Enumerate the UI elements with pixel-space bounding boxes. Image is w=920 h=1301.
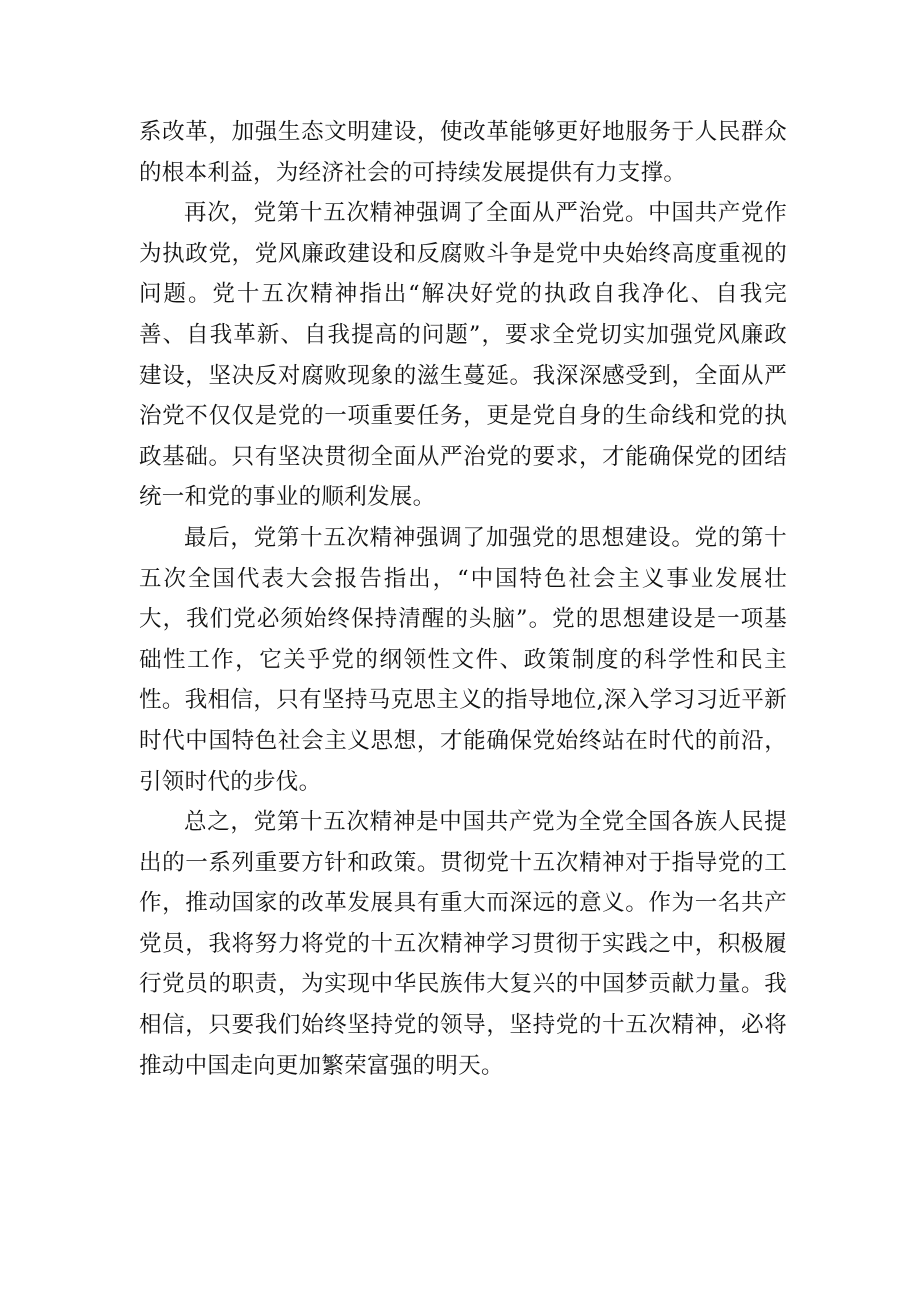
paragraph-ideological-construction: 最后，党第十五次精神强调了加强党的思想建设。党的第十五次全国代表大会报告指出，“中国特色社会主义事业发展壮大，我们党必须始终保持清醒的头脑”。党的思想建设是一项基础性工作，它关乎党的纲领性文件、政策制度的科学性和民主性。我相信，只有坚持马克思主义的指导地位,深入学习习近平新时代中国特色社会主义思想，才能确保党始终站在时代的前沿，引领时代的步伐。 <box>139 524 787 795</box>
paragraph-conclusion: 总之，党第十五次精神是中国共产党为全党全国各族人民提出的一系列重要方针和政策。贯彻党十五次精神对于指导党的工作，推动国家的改革发展具有重大而深远的意义。作为一名共产党员，我将努力将党的十五次精神学习贯彻于实践之中，积极履行党员的职责，为实现中华民族伟大复兴的中国梦贡献力量。我相信，只要我们始终坚持党的领导，坚持党的十五次精神，必将推动中国走向更加繁荣富强的明天。 <box>139 809 787 1079</box>
document-body <box>139 112 787 1086</box>
paragraph-strict-governance: 再次，党第十五次精神强调了全面从严治党。中国共产党作为执政党，党风廉政建设和反腐败斗争是党中央始终高度重视的问题。党十五次精神指出“解决好党的执政自我净化、自我完善、自我革新、自我提高的问题”，要求全党切实加强党风廉政建设，坚决反对腐败现象的滋生蔓延。我深深感受到，全面从严治党不仅仅是党的一项重要任务，更是党自身的生命线和党的执政基础。只有坚决贯彻全面从严治党的要求，才能确保党的团结统一和党的事业的顺利发展。 <box>139 200 787 511</box>
paragraph-continuation: 系改革，加强生态文明建设，使改革能够更好地服务于人民群众的根本利益，为经济社会的可持续发展提供有力支撑。 <box>139 119 787 186</box>
